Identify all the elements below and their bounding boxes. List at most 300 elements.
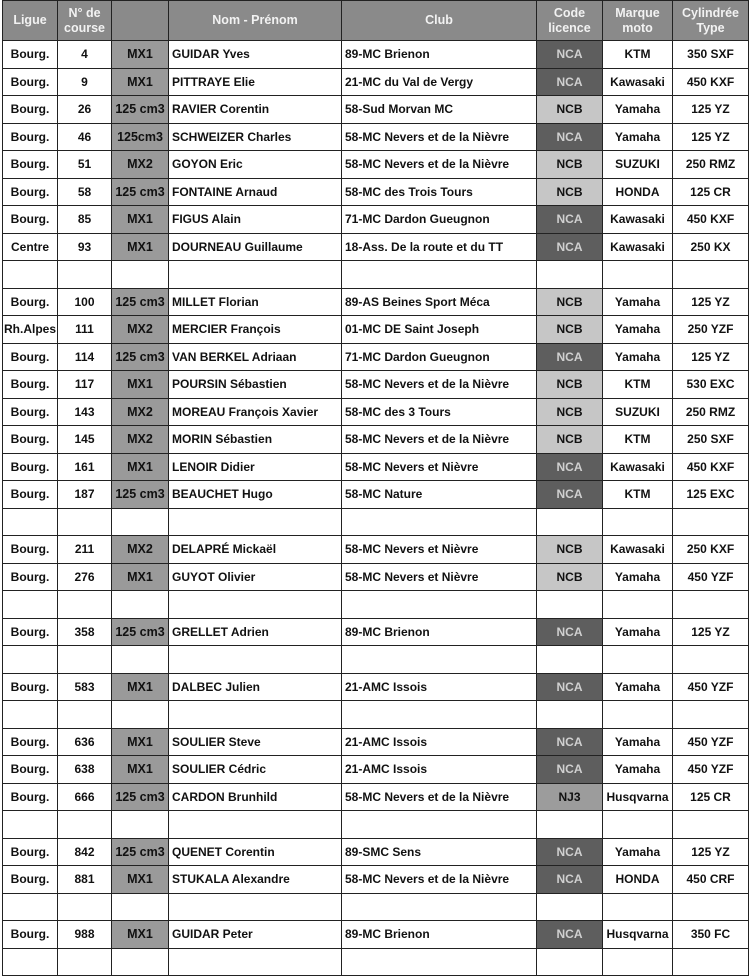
table-row bbox=[3, 371, 749, 399]
blank-row bbox=[3, 811, 749, 839]
cell-licence-code: NCB bbox=[537, 178, 603, 206]
cell-race-number bbox=[58, 948, 112, 976]
cell-category bbox=[112, 811, 169, 839]
cell-brand: Husqvarna bbox=[603, 783, 673, 811]
header-club: Club bbox=[342, 1, 537, 41]
cell-brand: Yamaha bbox=[603, 673, 673, 701]
header-num bbox=[58, 1, 112, 41]
cell-licence-code: NCB bbox=[537, 151, 603, 179]
cell-race-number: 51 bbox=[58, 151, 112, 179]
cell-brand bbox=[603, 646, 673, 674]
cell-brand: Kawasaki bbox=[603, 233, 673, 261]
table-row bbox=[3, 343, 749, 371]
cell-category: MX2 bbox=[112, 426, 169, 454]
cell-licence-code bbox=[537, 508, 603, 536]
cell-club bbox=[342, 591, 537, 619]
riders-table bbox=[2, 0, 749, 976]
cell-brand bbox=[603, 591, 673, 619]
cell-ligue: Bourg. bbox=[3, 178, 58, 206]
cell-category: 125 cm3 bbox=[112, 96, 169, 124]
table-row bbox=[3, 618, 749, 646]
header-ligue: Ligue bbox=[3, 1, 58, 41]
cell-race-number bbox=[58, 591, 112, 619]
cell-race-number: 881 bbox=[58, 866, 112, 894]
cell-category: MX1 bbox=[112, 673, 169, 701]
cell-category: MX2 bbox=[112, 398, 169, 426]
table-row bbox=[3, 288, 749, 316]
cell-rider-name: SOULIER Cédric bbox=[169, 756, 342, 784]
cell-rider-name bbox=[169, 646, 342, 674]
cell-category bbox=[112, 261, 169, 289]
cell-rider-name: QUENET Corentin bbox=[169, 838, 342, 866]
cell-ligue: Bourg. bbox=[3, 921, 58, 949]
cell-cylinder: 125 YZ bbox=[673, 618, 749, 646]
cell-brand: Yamaha bbox=[603, 563, 673, 591]
cell-race-number: 636 bbox=[58, 728, 112, 756]
cell-brand: Yamaha bbox=[603, 618, 673, 646]
cell-ligue: Bourg. bbox=[3, 288, 58, 316]
cell-club: 58-MC Nevers et de la Nièvre bbox=[342, 426, 537, 454]
cell-category: MX1 bbox=[112, 756, 169, 784]
cell-licence-code: NCA bbox=[537, 453, 603, 481]
cell-ligue: Bourg. bbox=[3, 371, 58, 399]
cell-licence-code: NCA bbox=[537, 866, 603, 894]
cell-rider-name: DELAPRÉ Mickaël bbox=[169, 536, 342, 564]
header-code-line1: Code bbox=[553, 5, 586, 20]
cell-cylinder bbox=[673, 261, 749, 289]
cell-licence-code: NJ3 bbox=[537, 783, 603, 811]
table-row bbox=[3, 866, 749, 894]
cell-cylinder bbox=[673, 701, 749, 729]
cell-club bbox=[342, 893, 537, 921]
cell-club: 58-MC Nevers et Nièvre bbox=[342, 536, 537, 564]
cell-race-number: 358 bbox=[58, 618, 112, 646]
cell-licence-code: NCA bbox=[537, 728, 603, 756]
table-row bbox=[3, 756, 749, 784]
cell-club: 89-SMC Sens bbox=[342, 838, 537, 866]
cell-ligue: Bourg. bbox=[3, 206, 58, 234]
cell-category bbox=[112, 646, 169, 674]
cell-licence-code: NCA bbox=[537, 921, 603, 949]
cell-cylinder: 250 RMZ bbox=[673, 398, 749, 426]
cell-brand: HONDA bbox=[603, 866, 673, 894]
cell-licence-code: NCB bbox=[537, 316, 603, 344]
cell-club: 01-MC DE Saint Joseph bbox=[342, 316, 537, 344]
cell-race-number: 187 bbox=[58, 481, 112, 509]
cell-rider-name: LENOIR Didier bbox=[169, 453, 342, 481]
cell-club: 58-MC des 3 Tours bbox=[342, 398, 537, 426]
cell-category: MX1 bbox=[112, 41, 169, 69]
table-row bbox=[3, 41, 749, 69]
table-row bbox=[3, 151, 749, 179]
cell-ligue: Bourg. bbox=[3, 481, 58, 509]
cell-club: 89-AS Beines Sport Méca bbox=[342, 288, 537, 316]
cell-category: MX1 bbox=[112, 453, 169, 481]
cell-rider-name: VAN BERKEL Adriaan bbox=[169, 343, 342, 371]
cell-club: 58-MC Nevers et de la Nièvre bbox=[342, 151, 537, 179]
cell-cylinder bbox=[673, 948, 749, 976]
table-row bbox=[3, 728, 749, 756]
cell-licence-code bbox=[537, 893, 603, 921]
blank-row bbox=[3, 948, 749, 976]
cell-licence-code: NCA bbox=[537, 123, 603, 151]
cell-cylinder: 450 KXF bbox=[673, 68, 749, 96]
table-row bbox=[3, 426, 749, 454]
cell-cylinder: 125 YZ bbox=[673, 96, 749, 124]
cell-club bbox=[342, 508, 537, 536]
cell-cylinder: 250 YZF bbox=[673, 316, 749, 344]
cell-category: 125 cm3 bbox=[112, 838, 169, 866]
cell-ligue: Bourg. bbox=[3, 783, 58, 811]
cell-category: MX1 bbox=[112, 563, 169, 591]
cell-rider-name: FONTAINE Arnaud bbox=[169, 178, 342, 206]
cell-rider-name bbox=[169, 261, 342, 289]
cell-race-number: 4 bbox=[58, 41, 112, 69]
cell-club: 58-MC Nature bbox=[342, 481, 537, 509]
cell-brand: Kawasaki bbox=[603, 68, 673, 96]
cell-cylinder bbox=[673, 646, 749, 674]
table-row bbox=[3, 398, 749, 426]
cell-club: 89-MC Brienon bbox=[342, 41, 537, 69]
cell-ligue bbox=[3, 811, 58, 839]
cell-cylinder: 450 YZF bbox=[673, 563, 749, 591]
header-category bbox=[112, 1, 169, 41]
cell-ligue: Bourg. bbox=[3, 756, 58, 784]
cell-race-number: 9 bbox=[58, 68, 112, 96]
header-cylinder bbox=[673, 1, 749, 41]
cell-licence-code: NCA bbox=[537, 673, 603, 701]
cell-rider-name: MOREAU François Xavier bbox=[169, 398, 342, 426]
cell-ligue bbox=[3, 701, 58, 729]
cell-race-number: 58 bbox=[58, 178, 112, 206]
cell-licence-code bbox=[537, 948, 603, 976]
cell-brand: Kawasaki bbox=[603, 453, 673, 481]
cell-club: 58-MC Nevers et de la Nièvre bbox=[342, 123, 537, 151]
cell-ligue: Bourg. bbox=[3, 838, 58, 866]
cell-ligue: Bourg. bbox=[3, 618, 58, 646]
cell-race-number bbox=[58, 811, 112, 839]
cell-category bbox=[112, 701, 169, 729]
table-row bbox=[3, 481, 749, 509]
cell-club: 58-MC Nevers et de la Nièvre bbox=[342, 866, 537, 894]
cell-cylinder: 250 SXF bbox=[673, 426, 749, 454]
cell-rider-name: PITTRAYE Elie bbox=[169, 68, 342, 96]
table-row bbox=[3, 921, 749, 949]
cell-licence-code: NCA bbox=[537, 206, 603, 234]
cell-rider-name: DALBEC Julien bbox=[169, 673, 342, 701]
cell-category: MX1 bbox=[112, 921, 169, 949]
cell-brand bbox=[603, 811, 673, 839]
cell-brand bbox=[603, 701, 673, 729]
cell-category: MX2 bbox=[112, 316, 169, 344]
cell-licence-code: NCB bbox=[537, 426, 603, 454]
header-cyl-line1: Cylindrée bbox=[682, 5, 739, 20]
cell-rider-name: POURSIN Sébastien bbox=[169, 371, 342, 399]
table-body bbox=[3, 41, 749, 976]
cell-ligue: Bourg. bbox=[3, 536, 58, 564]
cell-race-number: 100 bbox=[58, 288, 112, 316]
cell-race-number: 638 bbox=[58, 756, 112, 784]
cell-race-number: 117 bbox=[58, 371, 112, 399]
cell-ligue: Bourg. bbox=[3, 96, 58, 124]
cell-cylinder: 350 SXF bbox=[673, 41, 749, 69]
cell-brand: KTM bbox=[603, 41, 673, 69]
cell-rider-name bbox=[169, 811, 342, 839]
cell-club bbox=[342, 701, 537, 729]
header-code bbox=[537, 1, 603, 41]
cell-rider-name: STUKALA Alexandre bbox=[169, 866, 342, 894]
cell-cylinder bbox=[673, 893, 749, 921]
cell-race-number: 85 bbox=[58, 206, 112, 234]
cell-club: 89-MC Brienon bbox=[342, 921, 537, 949]
cell-rider-name bbox=[169, 893, 342, 921]
cell-cylinder: 125 YZ bbox=[673, 838, 749, 866]
header-name: Nom - Prénom bbox=[169, 1, 342, 41]
cell-rider-name: GOYON Eric bbox=[169, 151, 342, 179]
cell-cylinder: 250 KXF bbox=[673, 536, 749, 564]
cell-cylinder: 450 YZF bbox=[673, 673, 749, 701]
cell-rider-name: FIGUS Alain bbox=[169, 206, 342, 234]
cell-club: 89-MC Brienon bbox=[342, 618, 537, 646]
table-row bbox=[3, 673, 749, 701]
cell-club bbox=[342, 811, 537, 839]
cell-ligue: Rh.Alpes bbox=[3, 316, 58, 344]
cell-race-number bbox=[58, 701, 112, 729]
cell-licence-code: NCB bbox=[537, 96, 603, 124]
cell-cylinder bbox=[673, 591, 749, 619]
cell-cylinder: 125 YZ bbox=[673, 343, 749, 371]
table-row bbox=[3, 316, 749, 344]
cell-ligue bbox=[3, 646, 58, 674]
cell-race-number: 583 bbox=[58, 673, 112, 701]
cell-cylinder: 450 YZF bbox=[673, 728, 749, 756]
table-row bbox=[3, 536, 749, 564]
cell-brand bbox=[603, 261, 673, 289]
cell-cylinder: 450 YZF bbox=[673, 756, 749, 784]
cell-category: MX2 bbox=[112, 536, 169, 564]
cell-race-number bbox=[58, 261, 112, 289]
header-row bbox=[3, 1, 749, 41]
cell-club bbox=[342, 261, 537, 289]
cell-ligue bbox=[3, 948, 58, 976]
cell-brand: Yamaha bbox=[603, 123, 673, 151]
cell-brand: KTM bbox=[603, 481, 673, 509]
cell-brand: SUZUKI bbox=[603, 151, 673, 179]
cell-ligue: Bourg. bbox=[3, 123, 58, 151]
cell-licence-code: NCB bbox=[537, 563, 603, 591]
cell-race-number: 93 bbox=[58, 233, 112, 261]
cell-race-number: 145 bbox=[58, 426, 112, 454]
cell-rider-name: SOULIER Steve bbox=[169, 728, 342, 756]
cell-brand: Yamaha bbox=[603, 756, 673, 784]
blank-row bbox=[3, 893, 749, 921]
cell-rider-name: GRELLET Adrien bbox=[169, 618, 342, 646]
cell-cylinder bbox=[673, 811, 749, 839]
cell-club: 58-MC Nevers et de la Nièvre bbox=[342, 371, 537, 399]
cell-rider-name: DOURNEAU Guillaume bbox=[169, 233, 342, 261]
cell-cylinder: 530 EXC bbox=[673, 371, 749, 399]
cell-ligue: Bourg. bbox=[3, 151, 58, 179]
cell-brand: Yamaha bbox=[603, 728, 673, 756]
cell-ligue bbox=[3, 261, 58, 289]
cell-rider-name: RAVIER Corentin bbox=[169, 96, 342, 124]
cell-cylinder: 350 FC bbox=[673, 921, 749, 949]
cell-category: MX1 bbox=[112, 206, 169, 234]
cell-brand: Yamaha bbox=[603, 96, 673, 124]
cell-ligue: Bourg. bbox=[3, 426, 58, 454]
cell-category: MX1 bbox=[112, 728, 169, 756]
cell-race-number: 111 bbox=[58, 316, 112, 344]
cell-ligue: Bourg. bbox=[3, 866, 58, 894]
cell-brand: Yamaha bbox=[603, 343, 673, 371]
cell-category bbox=[112, 508, 169, 536]
cell-rider-name: GUYOT Olivier bbox=[169, 563, 342, 591]
cell-licence-code bbox=[537, 646, 603, 674]
cell-category: 125 cm3 bbox=[112, 343, 169, 371]
cell-rider-name: MILLET Florian bbox=[169, 288, 342, 316]
cell-category: 125 cm3 bbox=[112, 618, 169, 646]
cell-rider-name: CARDON Brunhild bbox=[169, 783, 342, 811]
cell-rider-name bbox=[169, 591, 342, 619]
cell-brand bbox=[603, 893, 673, 921]
cell-licence-code bbox=[537, 701, 603, 729]
cell-ligue: Bourg. bbox=[3, 343, 58, 371]
cell-race-number: 276 bbox=[58, 563, 112, 591]
header-num-line1: N° de bbox=[68, 5, 101, 20]
cell-race-number: 842 bbox=[58, 838, 112, 866]
table-row bbox=[3, 838, 749, 866]
cell-club: 71-MC Dardon Gueugnon bbox=[342, 206, 537, 234]
cell-ligue: Bourg. bbox=[3, 453, 58, 481]
table-row bbox=[3, 206, 749, 234]
cell-race-number: 988 bbox=[58, 921, 112, 949]
cell-cylinder: 125 EXC bbox=[673, 481, 749, 509]
cell-category: MX1 bbox=[112, 233, 169, 261]
cell-licence-code: NCA bbox=[537, 233, 603, 261]
cell-club: 58-MC Nevers et de la Nièvre bbox=[342, 783, 537, 811]
cell-cylinder: 250 RMZ bbox=[673, 151, 749, 179]
cell-cylinder: 450 KXF bbox=[673, 453, 749, 481]
cell-licence-code bbox=[537, 811, 603, 839]
cell-ligue: Bourg. bbox=[3, 673, 58, 701]
cell-cylinder bbox=[673, 508, 749, 536]
cell-brand: Kawasaki bbox=[603, 536, 673, 564]
cell-category bbox=[112, 591, 169, 619]
cell-ligue bbox=[3, 591, 58, 619]
cell-category bbox=[112, 948, 169, 976]
cell-rider-name bbox=[169, 701, 342, 729]
cell-race-number: 114 bbox=[58, 343, 112, 371]
table-row bbox=[3, 178, 749, 206]
cell-club: 21-AMC Issois bbox=[342, 673, 537, 701]
cell-rider-name bbox=[169, 948, 342, 976]
cell-cylinder: 250 KX bbox=[673, 233, 749, 261]
cell-licence-code: NCA bbox=[537, 481, 603, 509]
cell-licence-code bbox=[537, 261, 603, 289]
cell-race-number: 143 bbox=[58, 398, 112, 426]
cell-licence-code: NCA bbox=[537, 343, 603, 371]
cell-club bbox=[342, 948, 537, 976]
cell-brand bbox=[603, 948, 673, 976]
blank-row bbox=[3, 591, 749, 619]
cell-licence-code: NCA bbox=[537, 68, 603, 96]
cell-brand: KTM bbox=[603, 426, 673, 454]
cell-brand: KTM bbox=[603, 371, 673, 399]
cell-ligue: Centre bbox=[3, 233, 58, 261]
cell-licence-code: NCA bbox=[537, 838, 603, 866]
cell-brand: Kawasaki bbox=[603, 206, 673, 234]
table-row bbox=[3, 783, 749, 811]
table-row bbox=[3, 96, 749, 124]
cell-ligue bbox=[3, 508, 58, 536]
table-row bbox=[3, 563, 749, 591]
cell-race-number bbox=[58, 893, 112, 921]
cell-licence-code: NCB bbox=[537, 398, 603, 426]
cell-club: 18-Ass. De la route et du TT bbox=[342, 233, 537, 261]
cell-cylinder: 450 CRF bbox=[673, 866, 749, 894]
cell-brand: Yamaha bbox=[603, 838, 673, 866]
cell-rider-name: GUIDAR Yves bbox=[169, 41, 342, 69]
cell-cylinder: 125 YZ bbox=[673, 288, 749, 316]
cell-category: 125 cm3 bbox=[112, 178, 169, 206]
header-brand-line1: Marque bbox=[615, 5, 660, 20]
cell-licence-code: NCB bbox=[537, 371, 603, 399]
header-code-line2: licence bbox=[548, 20, 591, 35]
cell-rider-name: MORIN Sébastien bbox=[169, 426, 342, 454]
blank-row bbox=[3, 508, 749, 536]
cell-club: 58-MC Nevers et Nièvre bbox=[342, 453, 537, 481]
cell-race-number: 666 bbox=[58, 783, 112, 811]
blank-row bbox=[3, 261, 749, 289]
cell-category: MX1 bbox=[112, 866, 169, 894]
cell-licence-code: NCA bbox=[537, 41, 603, 69]
cell-club: 21-AMC Issois bbox=[342, 728, 537, 756]
cell-club bbox=[342, 646, 537, 674]
cell-rider-name: MERCIER François bbox=[169, 316, 342, 344]
cell-cylinder: 125 CR bbox=[673, 783, 749, 811]
cell-cylinder: 125 CR bbox=[673, 178, 749, 206]
cell-brand bbox=[603, 508, 673, 536]
cell-club: 71-MC Dardon Gueugnon bbox=[342, 343, 537, 371]
cell-club: 21-MC du Val de Vergy bbox=[342, 68, 537, 96]
table-row bbox=[3, 123, 749, 151]
cell-race-number: 46 bbox=[58, 123, 112, 151]
cell-ligue: Bourg. bbox=[3, 68, 58, 96]
cell-ligue bbox=[3, 893, 58, 921]
cell-category: MX1 bbox=[112, 371, 169, 399]
cell-brand: HONDA bbox=[603, 178, 673, 206]
cell-club: 58-MC des Trois Tours bbox=[342, 178, 537, 206]
cell-ligue: Bourg. bbox=[3, 398, 58, 426]
cell-brand: Yamaha bbox=[603, 288, 673, 316]
cell-cylinder: 125 YZ bbox=[673, 123, 749, 151]
cell-rider-name: SCHWEIZER Charles bbox=[169, 123, 342, 151]
cell-category: 125cm3 bbox=[112, 123, 169, 151]
cell-licence-code: NCB bbox=[537, 288, 603, 316]
cell-licence-code: NCB bbox=[537, 536, 603, 564]
cell-rider-name: BEAUCHET Hugo bbox=[169, 481, 342, 509]
cell-ligue: Bourg. bbox=[3, 563, 58, 591]
cell-club: 21-AMC Issois bbox=[342, 756, 537, 784]
cell-club: 58-MC Nevers et Nièvre bbox=[342, 563, 537, 591]
blank-row bbox=[3, 701, 749, 729]
cell-brand: SUZUKI bbox=[603, 398, 673, 426]
header-brand-line2: moto bbox=[622, 20, 653, 35]
table-row bbox=[3, 68, 749, 96]
cell-rider-name bbox=[169, 508, 342, 536]
cell-race-number: 26 bbox=[58, 96, 112, 124]
cell-race-number: 211 bbox=[58, 536, 112, 564]
